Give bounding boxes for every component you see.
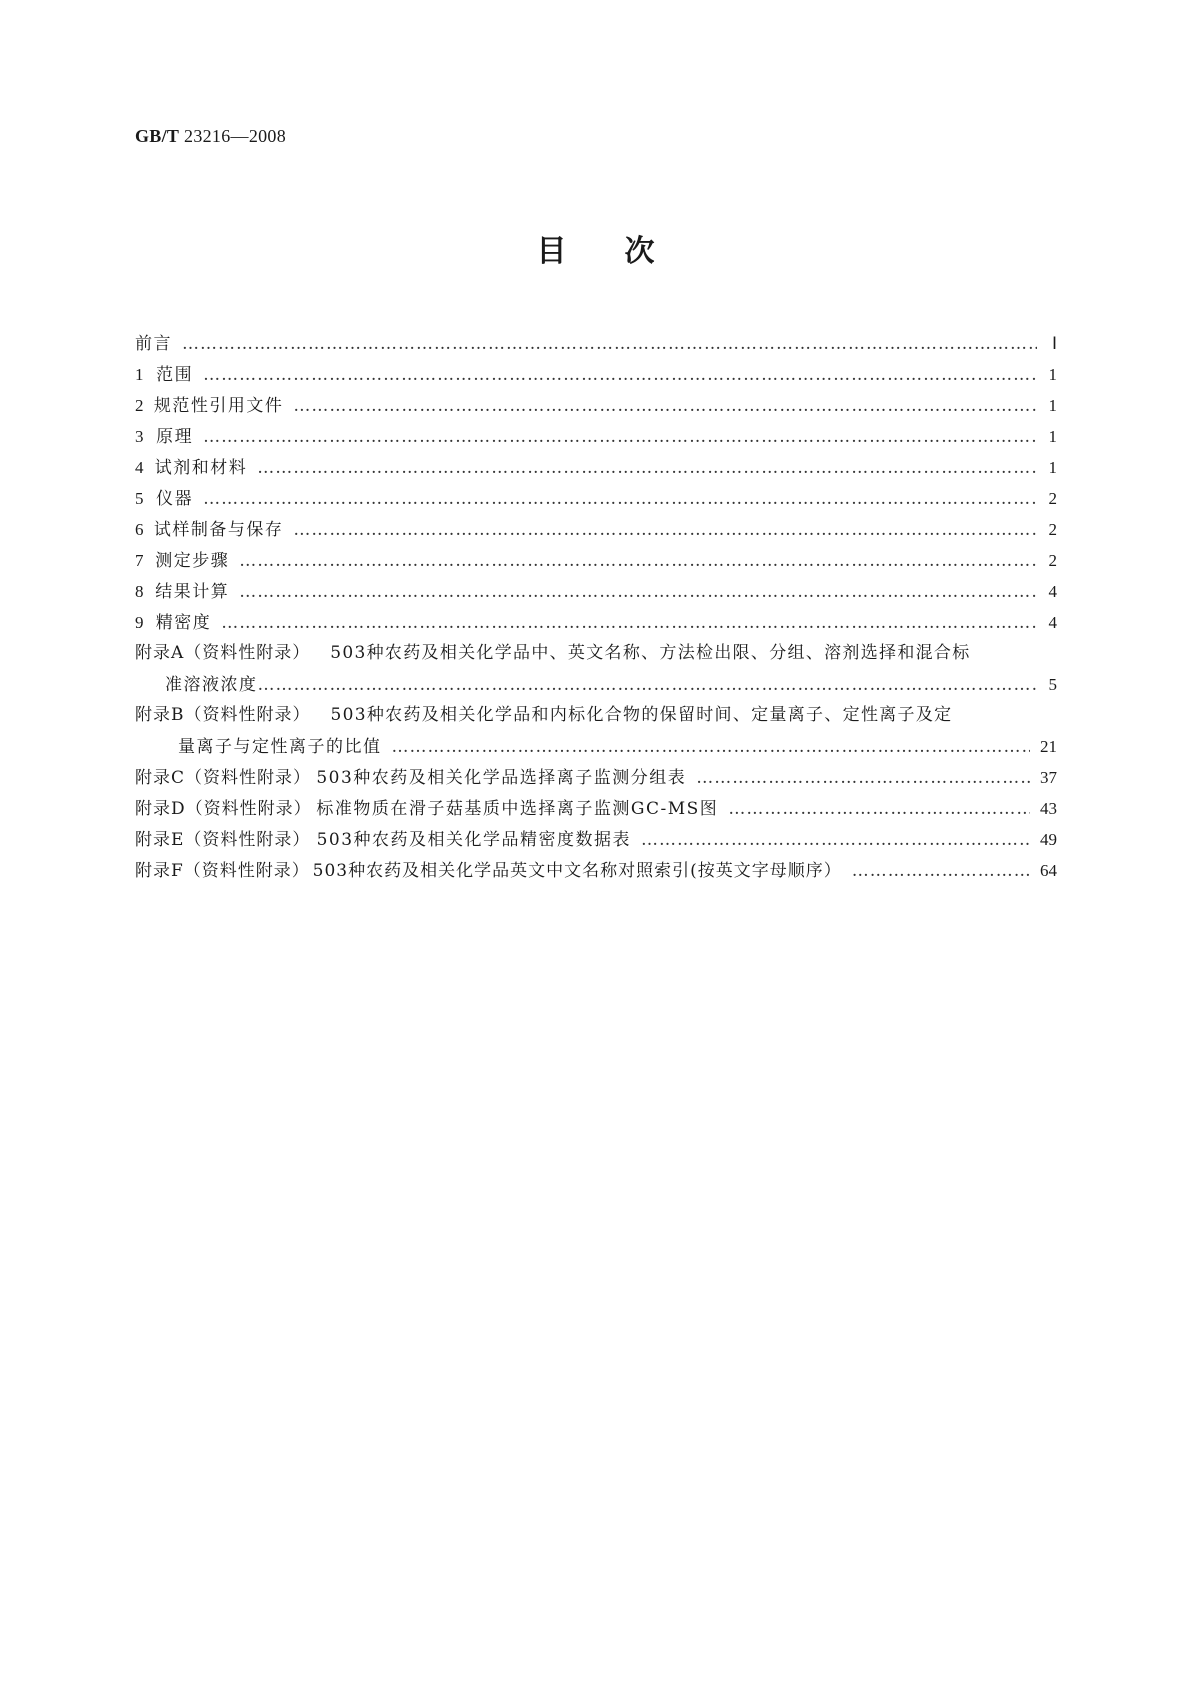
appendix-prefix: 附录B（资料性附录） <box>135 705 311 725</box>
dot-leader <box>852 856 1030 887</box>
toc-entry-page: 4 <box>1048 582 1057 601</box>
dot-leader <box>203 422 1037 453</box>
title-char-1: 目 <box>536 234 567 269</box>
toc-entry-section-9[interactable] <box>135 607 1057 638</box>
toc-entry-section-5[interactable] <box>135 483 1057 514</box>
toc-entry-page: 1 <box>1048 365 1057 384</box>
toc-entry-label: 精密度 <box>155 613 212 633</box>
toc-entry-appendix-c[interactable] <box>135 762 1057 793</box>
toc-entry-section-6[interactable] <box>135 514 1057 545</box>
toc-entry-label: 测定步骤 <box>155 551 230 571</box>
toc-entry-page: 1 <box>1048 458 1057 477</box>
toc-entry-label: 范围 <box>156 365 194 385</box>
standard-prefix: GB/T <box>135 126 180 146</box>
toc-entry-section-1[interactable] <box>135 359 1057 390</box>
toc-entry-label: 结果计算 <box>155 582 230 602</box>
section-number: 3 <box>135 427 144 446</box>
dot-leader <box>258 670 1038 701</box>
toc-entry-appendix-b[interactable] <box>135 700 1057 762</box>
toc-entry-page: 2 <box>1048 520 1057 539</box>
appendix-prefix: 附录A（资料性附录） <box>135 643 311 663</box>
toc-entry-label: 前言 <box>135 334 172 354</box>
toc-entry-page: 4 <box>1048 613 1057 632</box>
toc-entry-page: 1 <box>1048 427 1057 446</box>
appendix-title-line-1: 503种农药及相关化学品和内标化合物的保留时间、定量离子、定性离子及定 <box>330 705 953 725</box>
appendix-title: 标准物质在滑子菇基质中选择离子监测GC-MS图 <box>316 799 719 819</box>
appendix-title-line-1: 503种农药及相关化学品中、英文名称、方法检出限、分组、溶剂选择和混合标 <box>330 643 971 663</box>
toc-entry-page: 43 <box>1040 799 1057 818</box>
section-number: 5 <box>135 489 144 508</box>
toc-entry-page: 2 <box>1048 551 1057 570</box>
dot-leader <box>696 763 1030 794</box>
toc-entry-label: 规范性引用文件 <box>153 396 284 416</box>
dot-leader <box>221 608 1037 639</box>
section-number: 7 <box>135 551 144 570</box>
toc-entry-page: 64 <box>1040 861 1057 880</box>
section-number: 2 <box>135 396 144 415</box>
section-number: 1 <box>135 365 144 384</box>
section-number: 4 <box>135 458 144 477</box>
toc-entry-page: 21 <box>1040 737 1057 756</box>
toc-entry-appendix-d[interactable] <box>135 793 1057 824</box>
dot-leader <box>392 732 1031 763</box>
appendix-prefix: 附录C（资料性附录） <box>135 768 312 788</box>
toc-entry-section-8[interactable] <box>135 576 1057 607</box>
standard-code <box>135 126 286 147</box>
appendix-title: 503种农药及相关化学品精密度数据表 <box>316 830 632 850</box>
appendix-title-line-2: 量离子与定性离子的比值 <box>178 737 382 757</box>
toc-entry-label: 试样制备与保存 <box>153 520 284 540</box>
section-number: 8 <box>135 582 144 601</box>
dot-leader <box>257 453 1037 484</box>
toc-entry-section-2[interactable] <box>135 390 1057 421</box>
toc-entry-page: Ⅰ <box>1051 334 1057 353</box>
toc-entry-section-7[interactable] <box>135 545 1057 576</box>
appendix-prefix: 附录E（资料性附录） <box>135 830 311 850</box>
appendix-title: 503种农药及相关化学品英文中文名称对照索引(按英文字母顺序） <box>312 861 842 881</box>
dot-leader <box>239 577 1037 608</box>
page-title <box>0 226 1191 270</box>
toc-entry-section-4[interactable] <box>135 452 1057 483</box>
toc-entry-page: 1 <box>1048 396 1057 415</box>
table-of-contents <box>135 328 1057 886</box>
toc-entry-label: 原理 <box>156 427 194 447</box>
toc-entry-section-3[interactable] <box>135 421 1057 452</box>
appendix-title: 503种农药及相关化学品选择离子监测分组表 <box>316 768 687 788</box>
toc-entry-appendix-a[interactable] <box>135 638 1057 700</box>
title-char-2: 次 <box>624 234 655 269</box>
dot-leader <box>728 794 1030 825</box>
dot-leader <box>239 546 1037 577</box>
appendix-prefix: 附录D（资料性附录） <box>135 799 312 819</box>
toc-entry-page: 5 <box>1048 675 1057 694</box>
toc-entry-preface[interactable] <box>135 328 1057 359</box>
appendix-prefix: 附录F（资料性附录） <box>135 861 310 881</box>
section-number: 9 <box>135 613 144 632</box>
standard-number: 23216—2008 <box>184 126 287 146</box>
dot-leader <box>182 329 1037 360</box>
section-number: 6 <box>135 520 144 539</box>
dot-leader <box>641 825 1030 856</box>
dot-leader <box>293 391 1037 422</box>
dot-leader <box>203 484 1037 515</box>
toc-entry-page: 37 <box>1040 768 1057 787</box>
dot-leader <box>293 515 1037 546</box>
appendix-title-line-2: 准溶液浓度 <box>165 675 258 695</box>
toc-entry-label: 试剂和材料 <box>154 458 248 478</box>
toc-entry-appendix-e[interactable] <box>135 824 1057 855</box>
toc-entry-label: 仪器 <box>156 489 194 509</box>
toc-entry-page: 2 <box>1048 489 1057 508</box>
toc-entry-appendix-f[interactable] <box>135 855 1057 886</box>
toc-entry-page: 49 <box>1040 830 1057 849</box>
dot-leader <box>203 360 1037 391</box>
